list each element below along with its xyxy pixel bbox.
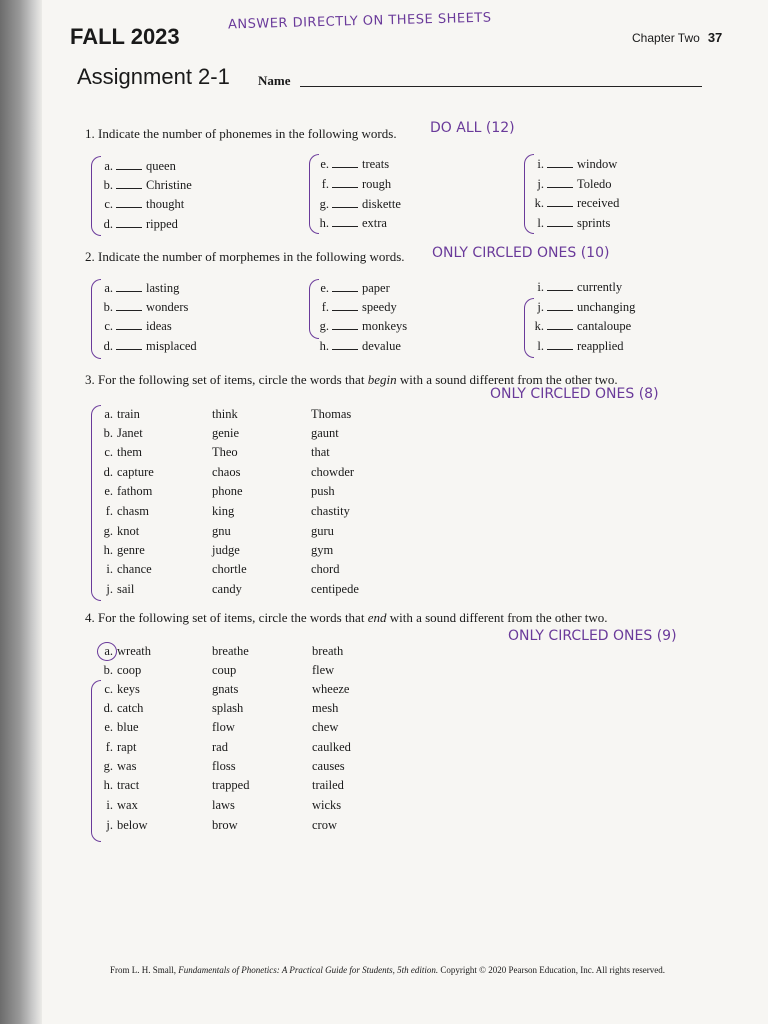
q3-word-h3[interactable]: gym	[311, 543, 334, 557]
q3-word-b2[interactable]: genie	[212, 426, 240, 440]
q3-row-i: i. chance	[106, 562, 152, 576]
q4-row-c: c. keys	[104, 682, 140, 696]
chapter-name: Chapter Two	[632, 31, 700, 45]
q4-prompt: 4. For the following set of items, circle the words that end with a sound different from the other two.	[85, 610, 608, 625]
q4-word-a2[interactable]: breathe	[212, 644, 249, 658]
q2-item-e[interactable]: e. paper	[320, 281, 390, 295]
q3-row-a: a. train	[104, 407, 140, 421]
q3-word-e3[interactable]: push	[311, 484, 335, 498]
q4-row-f: f. rapt	[105, 740, 137, 754]
q4-word-f1[interactable]: rapt	[117, 740, 137, 754]
q2-item-f[interactable]: f. speedy	[321, 300, 397, 314]
q4-word-d3[interactable]: mesh	[312, 701, 339, 715]
q3-word-j1[interactable]: sail	[117, 582, 135, 596]
q1-col1-bracket	[91, 156, 101, 236]
q3-row-f: f. chasm	[105, 504, 149, 518]
q2-prompt: 2. Indicate the number of morphemes in the following words.	[85, 249, 405, 264]
q3-word-a3[interactable]: Thomas	[311, 407, 352, 421]
q2-col2-bracket	[309, 279, 319, 339]
q2-col3-bracket	[524, 298, 534, 358]
q4-row-b: b. coop	[103, 663, 142, 677]
name-field-line[interactable]	[300, 86, 702, 87]
q3-circled-bracket	[91, 405, 101, 601]
q4-word-i1[interactable]: wax	[117, 798, 138, 812]
q4-word-j3[interactable]: crow	[312, 818, 337, 832]
q4-word-e1[interactable]: blue	[117, 720, 139, 734]
q4-row-i: i. wax	[106, 798, 138, 812]
q4-word-a3[interactable]: breath	[312, 644, 344, 658]
q3-word-b3[interactable]: gaunt	[311, 426, 339, 440]
q3-row-h: h. genre	[103, 543, 145, 557]
q4-word-d2[interactable]: splash	[212, 701, 244, 715]
q3-handwritten-note: ONLY CIRCLED ONES (8)	[490, 386, 659, 402]
q2-col1-bracket	[91, 279, 101, 359]
q3-prompt: 3. For the following set of items, circle the words that begin with a sound different from the other two.	[85, 372, 618, 387]
q3-word-i1[interactable]: chance	[117, 562, 152, 576]
q4-word-g2[interactable]: floss	[212, 759, 236, 773]
q1-item-j[interactable]: j. Toledo	[537, 177, 612, 191]
q4-word-e2[interactable]: flow	[212, 720, 235, 734]
q3-word-d3[interactable]: chowder	[311, 465, 355, 479]
q1-item-b[interactable]: b. Christine	[103, 178, 192, 192]
q4-word-h3[interactable]: trailed	[312, 778, 344, 792]
q3-row-d: d. capture	[103, 465, 154, 479]
q3-word-a1[interactable]: train	[117, 407, 140, 421]
q3-word-f3[interactable]: chastity	[311, 504, 350, 518]
q2-item-d[interactable]: d. misplaced	[103, 339, 197, 353]
q2-handwritten-note: ONLY CIRCLED ONES (10)	[432, 245, 610, 261]
q4-word-j2[interactable]: brow	[212, 818, 238, 832]
q3-word-c3[interactable]: that	[311, 445, 330, 459]
q1-item-d[interactable]: d. ripped	[103, 217, 178, 231]
q3-row-g: g. knot	[103, 524, 140, 538]
handwritten-instruction: ANSWER DIRECTLY ON THESE SHEETS	[227, 10, 492, 33]
q4-word-j1[interactable]: below	[117, 818, 148, 832]
q1-item-h[interactable]: h. extra	[319, 216, 387, 230]
q3-word-h2[interactable]: judge	[212, 543, 240, 557]
q4-word-c1[interactable]: keys	[117, 682, 140, 696]
q3-word-f2[interactable]: king	[212, 504, 235, 518]
q2-item-h[interactable]: h. devalue	[319, 339, 401, 353]
q4-row-a: a. wreath	[104, 644, 152, 658]
q4-word-a1[interactable]: wreath	[117, 644, 152, 658]
q3-row-j: j. sail	[106, 582, 135, 596]
q4-word-f3[interactable]: caulked	[312, 740, 351, 754]
q3-word-j2[interactable]: candy	[212, 582, 242, 596]
q1-prompt: 1. Indicate the number of phonemes in the following words.	[85, 126, 397, 141]
q3-word-d1[interactable]: capture	[117, 465, 154, 479]
q3-word-g2[interactable]: gnu	[212, 524, 231, 538]
semester-title: FALL 2023	[70, 24, 180, 49]
q4-word-c3[interactable]: wheeze	[312, 682, 350, 696]
page-number: 37	[707, 30, 723, 45]
q2-item-g[interactable]: g. monkeys	[319, 319, 408, 333]
q3-word-i3[interactable]: chord	[311, 562, 340, 576]
assignment-title: Assignment 2-1	[77, 64, 230, 89]
q3-word-g1[interactable]: knot	[117, 524, 140, 538]
q3-word-a2[interactable]: think	[212, 407, 238, 421]
q1-item-c[interactable]: c. thought	[104, 197, 185, 211]
q1-item-a[interactable]: a. queen	[104, 159, 176, 173]
q1-item-i[interactable]: i. window	[537, 157, 618, 171]
q3-word-f1[interactable]: chasm	[117, 504, 149, 518]
q3-word-e2[interactable]: phone	[212, 484, 243, 498]
q2-item-b[interactable]: b. wonders	[103, 300, 189, 314]
q4-word-b3[interactable]: flew	[312, 663, 335, 677]
q3-word-g3[interactable]: guru	[311, 524, 334, 538]
q4-word-c2[interactable]: gnats	[212, 682, 239, 696]
q4-word-i3[interactable]: wicks	[312, 798, 342, 812]
name-label: Name	[258, 73, 291, 88]
q4-row-e: e. blue	[104, 720, 139, 734]
q3-word-h1[interactable]: genre	[117, 543, 145, 557]
q1-item-k[interactable]: k. received	[534, 196, 620, 210]
q3-word-e1[interactable]: fathom	[117, 484, 153, 498]
q4-word-d1[interactable]: catch	[117, 701, 144, 715]
scan-binding-edge	[0, 0, 42, 1024]
q2-item-l[interactable]: l. reapplied	[537, 339, 624, 353]
q4-row-d: d. catch	[103, 701, 144, 715]
q4-word-f2[interactable]: rad	[212, 740, 228, 754]
q4-word-h2[interactable]: trapped	[212, 778, 250, 792]
q4-word-g3[interactable]: causes	[312, 759, 345, 773]
q4-word-g1[interactable]: was	[117, 759, 137, 773]
q1-col3-bracket	[524, 154, 534, 234]
q3-word-c1[interactable]: them	[117, 445, 142, 459]
q3-word-i2[interactable]: chortle	[212, 562, 247, 576]
q1-item-l[interactable]: l. sprints	[537, 216, 611, 230]
q3-word-b1[interactable]: Janet	[117, 426, 143, 440]
q4-handwritten-note: ONLY CIRCLED ONES (9)	[508, 628, 677, 644]
q4-word-b2[interactable]: coup	[212, 663, 237, 677]
q1-col2-bracket	[309, 154, 319, 234]
q4-row-j: j. below	[106, 818, 148, 832]
q3-word-c2[interactable]: Theo	[212, 445, 238, 459]
q1-item-f[interactable]: f. rough	[321, 177, 392, 191]
q4-word-h1[interactable]: tract	[117, 778, 140, 792]
chapter-label	[632, 30, 722, 45]
q3-word-d2[interactable]: chaos	[212, 465, 241, 479]
q2-item-j[interactable]: j. unchanging	[537, 300, 636, 314]
q4-circled-bracket	[91, 680, 101, 842]
q1-handwritten-note: DO ALL (12)	[430, 120, 515, 136]
q2-item-c[interactable]: c. ideas	[104, 319, 172, 333]
q4-circle-mark-a	[97, 642, 117, 661]
q3-word-j3[interactable]: centipede	[311, 582, 359, 596]
q1-item-g[interactable]: g. diskette	[319, 197, 401, 211]
q4-word-b1[interactable]: coop	[117, 663, 142, 677]
q4-word-i2[interactable]: laws	[212, 798, 235, 812]
q3-row-b: b. Janet	[103, 426, 143, 440]
q3-row-c: c. them	[104, 445, 142, 459]
q2-item-k[interactable]: k. cantaloupe	[534, 319, 632, 333]
q1-item-e[interactable]: e. treats	[320, 157, 390, 171]
copyright-footer: From L. H. Small, Fundamentals of Phonetics: A Practical Guide for Students, 5th edition. Copyright © 2020 Pearson Education, Inc. All rights reserved.	[110, 965, 665, 975]
q3-row-e: e. fathom	[104, 484, 153, 498]
q4-row-h: h. tract	[103, 778, 140, 792]
q4-word-e3[interactable]: chew	[312, 720, 339, 734]
q2-item-i[interactable]: i. currently	[537, 280, 623, 294]
q2-item-a[interactable]: a. lasting	[104, 281, 180, 295]
q4-row-g: g. was	[103, 759, 137, 773]
